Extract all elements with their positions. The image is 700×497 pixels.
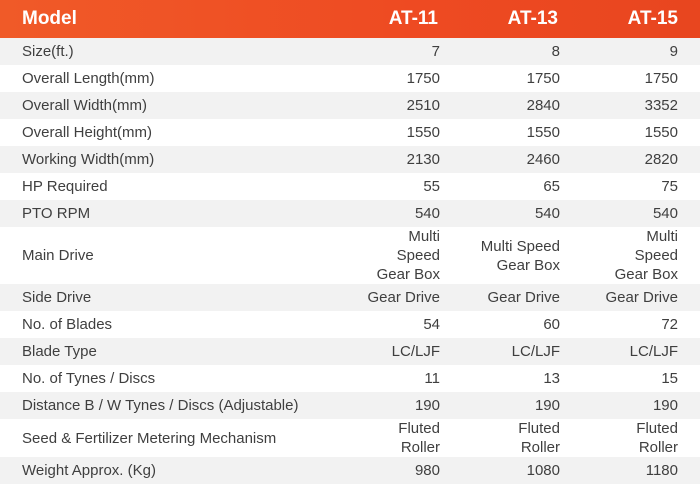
row-value-at-15: 2820 <box>580 146 700 173</box>
table-row <box>0 119 700 146</box>
header-model-at-15: AT-15 <box>627 8 678 29</box>
row-value-at-15: 15 <box>580 365 700 392</box>
row-label: Side Drive <box>0 284 345 311</box>
row-value-at-13: 13 <box>460 365 580 392</box>
row-label: Seed & Fertilizer Metering Mechanism <box>0 419 345 457</box>
table-row <box>0 38 700 65</box>
row-value-at-13: 190 <box>460 392 580 419</box>
table-row <box>0 173 700 200</box>
row-value-at-11: Gear Drive <box>345 284 460 311</box>
table-row <box>0 65 700 92</box>
table-row <box>0 227 700 284</box>
row-label: Blade Type <box>0 338 345 365</box>
row-value-at-13: Gear Drive <box>460 284 580 311</box>
row-value-at-11: 2130 <box>345 146 460 173</box>
row-value-at-13: 540 <box>460 200 580 227</box>
value-line: Multi Speed <box>396 228 440 264</box>
row-value-at-15: 1180 <box>580 457 700 484</box>
header-row <box>0 0 700 38</box>
value-line: Gear Box <box>496 256 560 274</box>
table-row <box>0 419 700 457</box>
header-model-at-13: AT-13 <box>507 8 558 29</box>
row-value-at-15: 1750 <box>580 65 700 92</box>
value-line: Multi Speed <box>480 237 560 255</box>
row-value-at-15: 75 <box>580 173 700 200</box>
row-value-at-11: 7 <box>345 38 460 65</box>
row-label: Main Drive <box>0 227 345 284</box>
row-value-at-13: 1750 <box>460 65 580 92</box>
row-value-at-11 <box>345 227 460 284</box>
row-value-at-15: 9 <box>580 38 700 65</box>
table-row <box>0 200 700 227</box>
row-value-at-11: LC/LJF <box>345 338 460 365</box>
row-value-at-13: LC/LJF <box>460 338 580 365</box>
table-row <box>0 365 700 392</box>
row-label: No. of Blades <box>0 311 345 338</box>
row-value-at-15 <box>580 227 700 284</box>
row-value-at-15: 72 <box>580 311 700 338</box>
row-value-at-13 <box>460 227 580 284</box>
row-label: Working Width(mm) <box>0 146 345 173</box>
value-line: Gear Box <box>376 266 440 283</box>
row-label: Overall Width(mm) <box>0 92 345 119</box>
row-label: No. of Tynes / Discs <box>0 365 345 392</box>
row-value-at-13: Fluted Roller <box>460 419 580 457</box>
row-value-at-11: 540 <box>345 200 460 227</box>
table-row <box>0 284 700 311</box>
row-value-at-11: 2510 <box>345 92 460 119</box>
row-value-at-13: 60 <box>460 311 580 338</box>
table-row <box>0 146 700 173</box>
table-row <box>0 338 700 365</box>
row-value-at-15: Gear Drive <box>580 284 700 311</box>
table-row <box>0 392 700 419</box>
table-header <box>0 0 700 38</box>
row-label: Overall Length(mm) <box>0 65 345 92</box>
row-value-at-15: 540 <box>580 200 700 227</box>
row-value-at-11: 54 <box>345 311 460 338</box>
row-value-at-13: 65 <box>460 173 580 200</box>
row-label: PTO RPM <box>0 200 345 227</box>
table-row <box>0 311 700 338</box>
row-value-at-15: LC/LJF <box>580 338 700 365</box>
row-label: Distance B / W Tynes / Discs (Adjustable) <box>0 392 345 419</box>
row-value-at-13: 2840 <box>460 92 580 119</box>
row-label: Weight Approx. (Kg) <box>0 457 345 484</box>
row-label: Overall Height(mm) <box>0 119 345 146</box>
row-value-at-11: 11 <box>345 365 460 392</box>
row-value-at-11: 190 <box>345 392 460 419</box>
row-value-at-13: 1550 <box>460 119 580 146</box>
row-value-at-11: Fluted Roller <box>345 419 460 457</box>
table-row <box>0 92 700 119</box>
row-value-at-11: 1550 <box>345 119 460 146</box>
row-label: Size(ft.) <box>0 38 345 65</box>
row-value-at-15: 3352 <box>580 92 700 119</box>
header-model-label: Model <box>22 8 77 29</box>
row-value-at-11: 55 <box>345 173 460 200</box>
row-value-at-15: Fluted Roller <box>580 419 700 457</box>
row-value-at-13: 1080 <box>460 457 580 484</box>
row-value-at-11: 1750 <box>345 65 460 92</box>
row-value-at-15: 190 <box>580 392 700 419</box>
row-value-at-11: 980 <box>345 457 460 484</box>
value-line: Multi Speed <box>634 228 678 264</box>
table-row <box>0 457 700 484</box>
row-value-at-13: 2460 <box>460 146 580 173</box>
value-line: Gear Box <box>614 266 678 283</box>
table-body <box>0 38 700 484</box>
header-model-at-11: AT-11 <box>388 8 438 29</box>
row-label: HP Required <box>0 173 345 200</box>
row-value-at-13: 8 <box>460 38 580 65</box>
row-value-at-15: 1550 <box>580 119 700 146</box>
